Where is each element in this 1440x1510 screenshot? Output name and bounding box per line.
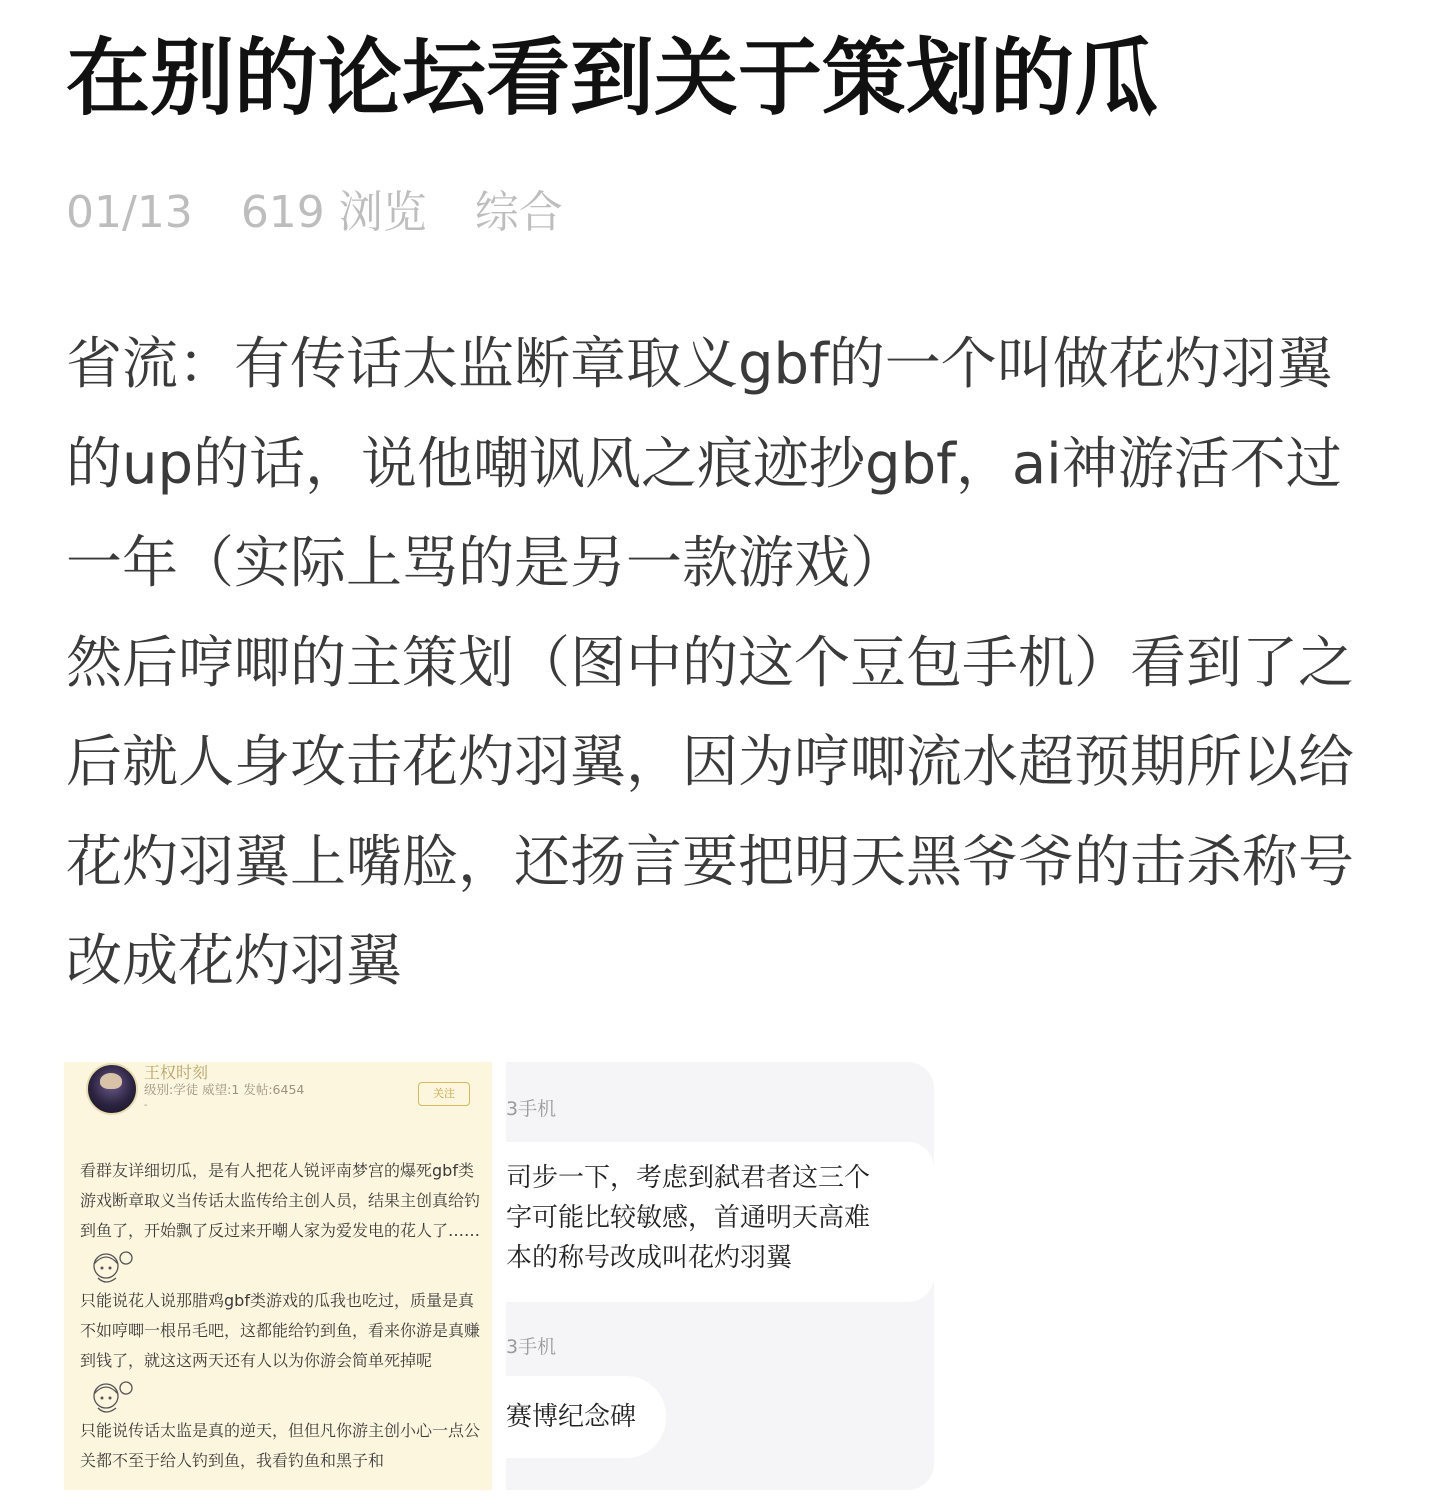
chat-message-line: 司步一下，考虑到弑君者这三个 xyxy=(506,1163,871,1193)
chat-message-line: 字可能比较敏感，首通明天高难 xyxy=(506,1203,871,1233)
chat-screenshot-image[interactable] xyxy=(506,1062,934,1490)
cartoon-girl-sticker-icon xyxy=(84,1376,138,1416)
cartoon-girl-sticker-icon xyxy=(84,1246,138,1286)
post-meta xyxy=(66,183,597,243)
chat-message-line: 本的称号改成叫花灼羽翼 xyxy=(506,1243,793,1273)
chat-sender-name: 3手机 xyxy=(506,1336,557,1358)
post-views: 619 浏览 xyxy=(240,187,427,238)
forum-post-body xyxy=(80,1156,482,1476)
post-paragraph: 然后哼唧的主策划（图中的这个豆包手机）看到了之后就人身攻击花灼羽翼，因为哼唧流水超预期所以给花灼羽翼上嘴脸，还扬言要把明天黑爷爷的击杀称号改成花灼羽翼 xyxy=(66,630,1354,994)
chat-sender-name: 3手机 xyxy=(506,1098,557,1120)
post-date: 01/13 xyxy=(66,187,193,238)
forum-username: 王权时刻 xyxy=(144,1063,209,1082)
chat-message-bubble xyxy=(506,1142,934,1302)
forum-paragraph: 只能说花人说那腊鸡gbf类游戏的瓜我也吃过，质量是真不如哼唧一根吊毛吧，这都能给钓到鱼，看来你游是真赚到钱了，就这这两天还有人以为你游会简单死掉呢 xyxy=(80,1286,482,1416)
chat-message-bubble: 赛博纪念碑 xyxy=(506,1376,666,1458)
forum-paragraph: 只能说传话太监是真的逆天，但但凡你游主创小心一点公关都不至于给人钓到鱼，我看钓鱼和黑子和 xyxy=(80,1421,481,1470)
forum-user-sub: - xyxy=(144,1100,148,1111)
forum-screenshot-image[interactable] xyxy=(64,1062,492,1490)
post-paragraph: 省流：有传话太监断章取义gbf的一个叫做花灼羽翼的up的话，说他嘲讽风之痕迹抄gbf，ai神游活不过一年（实际上骂的是另一款游戏） xyxy=(66,332,1342,596)
post-body xyxy=(66,315,1366,1012)
follow-button: 关注 xyxy=(418,1082,470,1106)
forum-post-header xyxy=(64,1062,492,1138)
avatar xyxy=(86,1063,138,1115)
post-title: 在别的论坛看到关于策划的瓜 xyxy=(66,29,1159,127)
forum-user-stats: 级别:学徒 威望:1 发帖:6454 xyxy=(144,1082,305,1097)
post-category[interactable]: 综合 xyxy=(474,187,563,238)
forum-paragraph: 看群友详细切瓜，是有人把花人锐评南梦宫的爆死gbf类游戏断章取义当传话太监传给主创人员，结果主创真给钓到鱼了，开始飘了反过来开嘲人家为爱发电的花人了…… xyxy=(80,1156,482,1286)
